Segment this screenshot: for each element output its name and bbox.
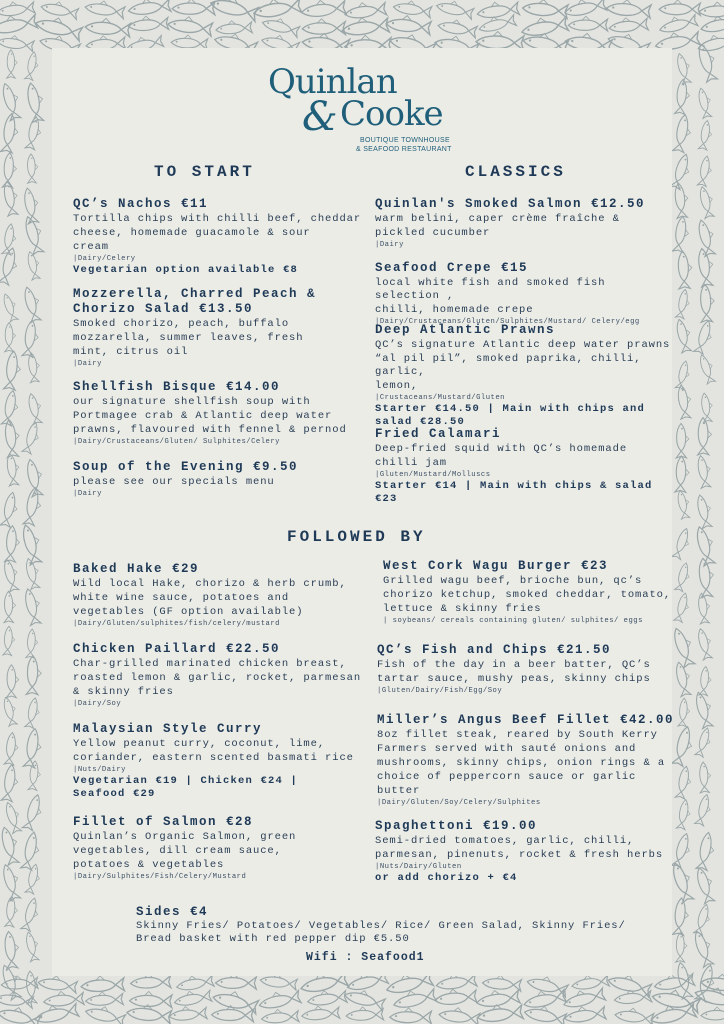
- fish-icon: [696, 627, 715, 660]
- menu-item-name: Spaghettoni €19.00: [375, 819, 538, 833]
- fish-icon: [37, 974, 77, 993]
- fish-icon: [169, 1005, 208, 1022]
- fish-icon: [301, 1004, 340, 1021]
- fish-icon: [0, 81, 24, 121]
- menu-item-description: our signature shellfish soup with: [73, 396, 311, 408]
- menu-item-description: warm belini, caper crème fraîche &: [375, 213, 620, 225]
- fish-icon: [1, 696, 19, 727]
- menu-item-name: Baked Hake €29: [73, 562, 200, 576]
- logo-word-quinlan: Quinlan: [268, 62, 397, 102]
- fish-icon: [386, 14, 432, 35]
- fish-icon: [26, 392, 44, 425]
- menu-item: [375, 819, 675, 885]
- fish-icon: [84, 1003, 126, 1024]
- menu-item-price-note: Starter €14.50 | Main with chips and: [375, 403, 646, 415]
- fish-icon: [126, 1003, 172, 1024]
- fish-icon: [697, 353, 717, 384]
- fish-icon: [0, 33, 35, 51]
- fish-icon: [694, 983, 724, 1012]
- fish-icon: [676, 384, 693, 419]
- fish-icon: [4, 591, 16, 622]
- fish-icon: [522, 0, 568, 18]
- fish-icon: [523, 1003, 567, 1024]
- logo-ampersand: &: [302, 94, 338, 140]
- fish-icon: [692, 929, 717, 968]
- fish-icon: [694, 525, 718, 566]
- menu-item-description: coriander, eastern scented basmati rice: [73, 752, 354, 764]
- fish-icon: [1, 113, 21, 153]
- menu-item-allergens: |Nuts/Dairy/Gluten: [375, 863, 462, 871]
- fish-icon: [476, 1002, 523, 1024]
- menu-item: [73, 380, 373, 447]
- menu-item-description: Quinlan’s Organic Salmon, green: [73, 831, 297, 843]
- fish-icon: [608, 15, 648, 34]
- fish-icon: [701, 1007, 724, 1021]
- fish-icon: [697, 592, 712, 623]
- fish-icon: [696, 87, 714, 119]
- fish-icon: [257, 987, 301, 1011]
- fish-icon: [695, 42, 720, 82]
- fish-icon: [7, 50, 18, 78]
- fish-icon: [25, 971, 39, 1004]
- fish-icon: [128, 15, 169, 33]
- fish-icon: [172, 0, 215, 15]
- fish-icon: [676, 423, 689, 458]
- fish-icon: [302, 18, 345, 35]
- fish-icon: [699, 1, 724, 18]
- fish-icon: [673, 897, 690, 935]
- menu-item: [375, 427, 675, 506]
- menu-item: [375, 261, 675, 327]
- fish-icon: [482, 974, 522, 991]
- fish-icon: [5, 453, 21, 486]
- menu-item-allergens: | soybeans/ cereals containing gluten/ sulphites/ eggs: [383, 617, 643, 625]
- fish-icon: [5, 323, 16, 352]
- fish-icon: [0, 1003, 42, 1024]
- fish-icon: [2, 558, 22, 593]
- fish-icon: [1, 975, 38, 991]
- fish-icon: [215, 19, 252, 35]
- sides-title: Sides €4: [136, 905, 209, 919]
- fish-icon: [27, 352, 42, 383]
- menu-item: [73, 722, 373, 801]
- fish-icon: [392, 986, 437, 1011]
- menu-item-description: vegetables, dill cream sauce,: [73, 845, 282, 857]
- menu-item-allergens: |Dairy/Gluten/Soy/Celery/Sulphites: [377, 799, 541, 807]
- fish-icon: [0, 990, 34, 1008]
- menu-item: [375, 323, 675, 429]
- menu-item: [73, 815, 373, 882]
- fish-icon: [85, 991, 123, 1007]
- fish-icon: [25, 81, 47, 122]
- fish-icon: [24, 458, 45, 497]
- menu-item-description: local white fish and smoked fish selection ,: [375, 277, 606, 302]
- menu-item-name: Shellfish Bisque €14.00: [73, 380, 281, 394]
- fish-icon: [562, 985, 606, 1011]
- fish-icon: [25, 697, 42, 729]
- fish-icon: [658, 12, 698, 36]
- fish-icon: [212, 987, 260, 1013]
- fish-icon: [675, 52, 694, 84]
- fish-icon: [173, 988, 212, 1009]
- fish-icon: [84, 0, 125, 19]
- fish-icon: [22, 187, 41, 224]
- menu-item-name: Malaysian Style Curry: [73, 722, 263, 736]
- fish-icon: [476, 0, 519, 20]
- fish-icon: [673, 114, 694, 154]
- fish-icon: [1, 764, 20, 802]
- fish-icon: [4, 351, 23, 391]
- fish-icon: [696, 247, 716, 287]
- logo-word-cooke: Cooke: [340, 94, 443, 134]
- menu-item-description: “al pil pil”, smoked paprika, chilli, garlic,: [375, 353, 642, 378]
- fish-icon: [5, 525, 21, 562]
- menu-item-allergens: |Dairy: [375, 241, 404, 249]
- menu-item-description: 8oz fillet steak, reared by South Kerry: [377, 729, 658, 741]
- logo-tagline-2: & SEAFOOD RESTAURANT: [356, 146, 452, 153]
- fish-icon: [26, 656, 41, 695]
- fish-icon: [390, 1008, 432, 1024]
- fish-icon: [343, 986, 386, 1011]
- menu-item-price-note: Starter €14 | Main with chips & salad: [375, 480, 653, 492]
- menu-item-price-note: Seafood €29: [73, 788, 156, 800]
- fish-icon: [5, 896, 19, 927]
- menu-item-name: Deep Atlantic Prawns: [375, 323, 556, 337]
- fish-icon: [261, 14, 300, 37]
- sides-desc-line: Bread basket with red pepper dip €5.50: [136, 933, 410, 945]
- fish-icon: [695, 964, 719, 1003]
- menu-item-name: Quinlan's Smoked Salmon €12.50: [375, 197, 646, 211]
- fish-icon: [20, 523, 45, 565]
- fish-icon: [675, 765, 693, 799]
- fish-icon: [3, 800, 24, 833]
- menu-item-allergens: |Nuts/Dairy: [73, 766, 126, 774]
- menu-item-name: QC’s Nachos €11: [73, 197, 209, 211]
- menu-item-description: lettuce & skinny fries: [383, 603, 542, 615]
- fish-icon: [21, 897, 42, 932]
- menu-item: [73, 197, 373, 277]
- menu-item: [73, 642, 373, 709]
- menu-item-description: mint, citrus oil: [73, 346, 189, 358]
- menu-item-description: prawns, flavoured with fennel & pernod: [73, 424, 347, 436]
- section-title-followed-by: FOLLOWED BY: [287, 528, 426, 546]
- fish-icon: [0, 491, 20, 528]
- fish-icon: [694, 866, 717, 904]
- menu-item: [377, 713, 677, 808]
- fish-icon: [434, 987, 477, 1007]
- fish-icon: [346, 1006, 384, 1022]
- fish-icon: [672, 527, 694, 560]
- menu-item: [375, 197, 675, 250]
- menu-item-price-note: or add chorizo + €4: [375, 872, 518, 884]
- fish-icon: [85, 17, 131, 37]
- fish-icon: [34, 13, 83, 41]
- fish-icon: [694, 319, 716, 355]
- fish-icon: [344, 0, 387, 21]
- fish-icon: [26, 250, 43, 280]
- menu-item-allergens: |Dairy/Crustaceans/Gluten/Sulphites/Mustard/ Celery/egg: [375, 318, 640, 326]
- fish-icon: [0, 11, 38, 36]
- menu-item: [377, 643, 677, 696]
- fish-icon: [696, 30, 724, 54]
- menu-item-name: Miller’s Angus Beef Fillet €42.00: [377, 713, 675, 727]
- menu-item-allergens: |Gluten/Mustard/Molluscs: [375, 471, 491, 479]
- fish-icon: [167, 14, 213, 36]
- fish-icon: [697, 418, 711, 455]
- fish-icon: [677, 251, 693, 289]
- menu-item-name: Mozzerella, Charred Peach &: [73, 287, 317, 301]
- fish-icon: [676, 489, 692, 519]
- fish-icon: [522, 987, 566, 1011]
- fish-icon: [211, 1005, 253, 1021]
- menu-item-description: potatoes & vegetables: [73, 859, 225, 871]
- fish-icon: [675, 456, 690, 493]
- menu-item-allergens: |Crustaceans/Mustard/Gluten: [375, 394, 505, 402]
- fish-icon: [3, 931, 21, 969]
- menu-item: [73, 460, 373, 499]
- menu-item: [73, 287, 373, 369]
- fish-icon: [563, 1004, 606, 1024]
- fish-icon: [651, 986, 701, 1013]
- fish-icon: [698, 120, 713, 151]
- fish-icon: [341, 15, 390, 38]
- menu-item-description: Semi-dried tomatoes, garlic, chilli,: [375, 835, 635, 847]
- fish-icon: [2, 180, 21, 216]
- fish-icon: [393, 0, 432, 18]
- fish-icon: [520, 13, 569, 39]
- fish-icon: [614, 1006, 654, 1024]
- fish-icon: [568, 16, 607, 31]
- fish-icon: [0, 825, 22, 865]
- menu-item-allergens: |Dairy: [73, 360, 102, 368]
- menu-item-description: vegetables (GF option available): [73, 606, 304, 618]
- fish-icon: [477, 12, 516, 35]
- menu-item-description: Portmagee crab & Atlantic deep water: [73, 410, 333, 422]
- fish-icon: [2, 223, 18, 255]
- menu-item-description: mozzarella, summer leaves, fresh: [73, 332, 304, 344]
- fish-icon: [695, 727, 714, 758]
- fish-icon: [129, 991, 172, 1007]
- fish-icon: [252, 0, 302, 20]
- menu-item-name: QC’s Fish and Chips €21.50: [377, 643, 612, 657]
- fish-icon: [81, 975, 125, 994]
- menu-item-description: cream: [73, 241, 110, 253]
- fish-icon: [606, 0, 651, 18]
- fish-icon: [4, 732, 20, 765]
- menu-item-name: Soup of the Evening €9.50: [73, 460, 299, 474]
- fish-icon: [28, 761, 42, 791]
- fish-icon: [22, 320, 40, 358]
- menu-item-description: Grilled wagu beef, brioche bun, qc’s: [383, 575, 643, 587]
- section-title-classics: CLASSICS: [465, 163, 566, 181]
- menu-item-description: QC’s signature Atlantic deep water prawns: [375, 339, 671, 351]
- menu-item-description: cheese, homemade guacamole & sour: [73, 227, 311, 239]
- menu-item-description: mushrooms, skinny chips, onion rings & a: [377, 757, 666, 769]
- fish-icon: [437, 17, 478, 38]
- fish-icon: [24, 557, 42, 590]
- fish-icon: [699, 12, 724, 35]
- fish-icon: [23, 728, 43, 769]
- logo-tagline-1: BOUTIQUE TOWNHOUSE: [360, 137, 450, 144]
- menu-item-allergens: |Dairy/Gluten/sulphites/fish/celery/mustard: [73, 620, 280, 628]
- menu-item-price-note: salad €28.50: [375, 416, 466, 428]
- menu-item-description: Tortilla chips with chilli beef, cheddar: [73, 213, 362, 225]
- menu-item-description: Char-grilled marinated chicken breast,: [73, 658, 347, 670]
- fish-icon: [693, 690, 716, 729]
- wifi-info: Wifi : Seafood1: [306, 951, 425, 964]
- fish-icon: [307, 988, 348, 1008]
- fish-icon: [695, 493, 715, 528]
- fish-icon: [670, 153, 694, 191]
- menu-item-name: West Cork Wagu Burger €23: [383, 559, 609, 573]
- menu-item-description: tartar sauce, mushy peas, skinny chips: [377, 673, 651, 685]
- fish-icon: [675, 289, 691, 320]
- fish-icon: [22, 421, 43, 455]
- fish-icon: [649, 1000, 697, 1024]
- menu-item: [73, 562, 373, 629]
- fish-icon: [675, 79, 691, 115]
- fish-icon: [696, 831, 717, 871]
- fish-icon: [3, 626, 16, 656]
- fish-icon: [674, 318, 694, 353]
- menu-item-description: Smoked chorizo, peach, buffalo: [73, 318, 290, 330]
- fish-icon: [1, 292, 20, 322]
- fish-icon: [40, 0, 79, 19]
- fish-icon: [3, 419, 21, 458]
- menu-item-name: Chicken Paillard €22.50: [73, 642, 281, 656]
- fish-icon: [697, 557, 716, 597]
- menu-item-description: Wild local Hake, chorizo & herb crumb,: [73, 578, 347, 590]
- sides-desc-line: Skinny Fries/ Potatoes/ Vegetables/ Rice/ Green Salad, Skinny Fries/: [136, 920, 626, 932]
- fish-icon: [26, 629, 39, 659]
- fish-icon: [22, 285, 44, 323]
- fish-icon: [0, 247, 21, 286]
- fish-icon: [25, 863, 42, 894]
- fish-icon: [438, 1005, 480, 1024]
- menu-item-description: Yellow peanut curry, coconut, lime,: [73, 738, 326, 750]
- fish-icon: [6, 665, 18, 698]
- menu-item-allergens: |Dairy/Sulphites/Fish/Celery/Mustard: [73, 873, 247, 881]
- fish-icon: [215, 974, 256, 990]
- fish-icon: [2, 152, 17, 188]
- fish-icon: [673, 182, 690, 218]
- menu-item-allergens: |Gluten/Dairy/Fish/Egg/Soy: [377, 687, 503, 695]
- menu-item-description: chilli jam: [375, 457, 448, 469]
- menu-item-price-note: €23: [375, 493, 398, 505]
- menu-item-allergens: |Dairy/Celery: [73, 255, 136, 263]
- fish-icon: [676, 932, 687, 962]
- menu-item-allergens: |Dairy: [73, 490, 102, 498]
- fish-icon: [22, 587, 43, 625]
- restaurant-logo: [268, 62, 468, 158]
- fish-icon: [23, 487, 43, 527]
- menu-item-description: Deep-fried squid with QC’s homemade: [375, 443, 628, 455]
- fish-icon: [678, 698, 691, 727]
- fish-icon: [25, 116, 44, 150]
- menu-item-description: chorizo ketchup, smoked cheddar, tomato,: [383, 589, 672, 601]
- fish-icon: [696, 454, 713, 488]
- fish-icon: [695, 793, 714, 826]
- fish-icon: [700, 392, 715, 422]
- fish-icon: [697, 185, 716, 218]
- menu-item-description: Fish of the day in a beer batter, QC’s: [377, 659, 651, 671]
- menu-item-price-note: Vegetarian option available €8: [73, 264, 299, 276]
- menu-item-name: Seafood Crepe €15: [375, 261, 529, 275]
- menu-item-name: Fried Calamari: [375, 427, 502, 441]
- menu-item-description: pickled cucumber: [375, 227, 491, 239]
- fish-icon: [697, 155, 713, 187]
- fish-icon: [675, 360, 692, 390]
- fish-icon: [0, 963, 24, 1000]
- fish-icon: [21, 831, 43, 871]
- fish-icon: [699, 762, 712, 793]
- fish-icon: [675, 961, 696, 999]
- fish-icon: [33, 1000, 79, 1024]
- fish-icon: [209, 0, 259, 21]
- menu-item-description: & skinny fries: [73, 686, 174, 698]
- menu-item-description: white wine sauce, potatoes and: [73, 592, 290, 604]
- fish-icon: [25, 51, 41, 81]
- fish-icon: [700, 972, 724, 994]
- fish-icon: [475, 987, 520, 1009]
- sides-block: [136, 905, 636, 946]
- menu-item-name: Chorizo Salad €13.50: [73, 302, 254, 316]
- fish-icon: [699, 666, 712, 696]
- fish-icon: [127, 0, 171, 17]
- menu-item-description: parmesan, pinenuts, rocket & fresh herbs: [375, 849, 664, 861]
- fish-icon: [22, 793, 45, 831]
- menu-item-allergens: |Dairy/Crustaceans/Gluten/ Sulphites/Celery: [73, 438, 280, 446]
- section-title-to-start: TO START: [154, 163, 255, 181]
- fish-icon: [614, 988, 652, 1006]
- fish-icon: [526, 973, 569, 997]
- fish-icon: [694, 903, 714, 936]
- menu-item-allergens: |Dairy/Soy: [73, 700, 122, 708]
- fish-icon: [22, 214, 46, 255]
- fish-icon: [301, 0, 347, 19]
- fish-icon: [1, 390, 20, 427]
- fish-icon: [672, 216, 690, 253]
- fish-icon: [27, 154, 39, 183]
- menu-item-description: lemon,: [375, 380, 419, 392]
- fish-icon: [659, 0, 700, 16]
- fish-icon: [563, 0, 607, 19]
- menu-item-description: butter: [377, 785, 421, 797]
- fish-icon: [261, 1008, 299, 1024]
- menu-item-description: choice of peppercorn sauce or garlic: [377, 771, 637, 783]
- menu-item: [383, 559, 683, 626]
- menu-item-description: chilli, homemade crepe: [375, 304, 534, 316]
- menu-item-price-note: Vegetarian €19 | Chicken €24 |: [73, 775, 299, 787]
- menu-item-description: Farmers served with sauté onions and: [377, 743, 637, 755]
- fish-icon: [24, 931, 41, 962]
- fish-icon: [435, 0, 474, 19]
- fish-icon: [699, 284, 715, 323]
- fish-icon: [43, 990, 84, 1008]
- menu-item-description: please see our specials menu: [73, 476, 275, 488]
- fish-icon: [0, 862, 23, 900]
- fish-icon: [0, 0, 35, 18]
- menu-item-name: Fillet of Salmon €28: [73, 815, 254, 829]
- fish-icon: [696, 218, 718, 257]
- menu-item-description: roasted lemon & garlic, rocket, parmesan: [73, 672, 362, 684]
- fish-icon: [676, 799, 692, 830]
